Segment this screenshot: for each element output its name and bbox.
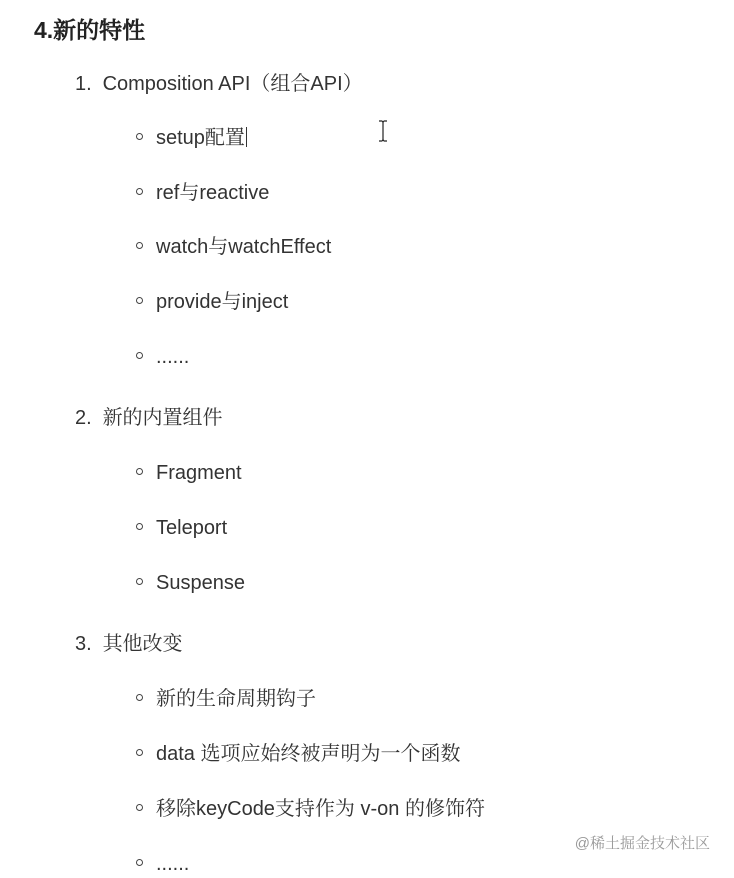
bullet-icon — [136, 804, 143, 811]
list-item-text: Fragment — [156, 462, 242, 484]
list-item-text: ...... — [156, 346, 190, 368]
list-item-text: watch与watchEffect — [156, 236, 332, 258]
section-title: 其他改变 — [102, 633, 183, 655]
section-title: 新的内置组件 — [102, 407, 223, 429]
list-item-text: 新的生命周期钩子 — [156, 688, 316, 710]
list-item-text: Teleport — [156, 517, 228, 539]
list-item-lifecycle-hooks — [136, 685, 316, 713]
watermark: @稀土掘金技术社区 — [574, 835, 710, 852]
section-number: 1. — [75, 73, 92, 95]
text-caret-icon — [246, 127, 247, 147]
section-builtin-components — [75, 404, 223, 432]
bullet-icon — [136, 188, 143, 195]
list-item-suspense — [136, 569, 245, 597]
bullet-icon — [136, 578, 143, 585]
section-other-changes — [75, 630, 183, 658]
list-item-setup — [136, 124, 247, 152]
bullet-icon — [136, 468, 143, 475]
list-item-text: data 选项应始终被声明为一个函数 — [156, 743, 461, 765]
list-item-fragment — [136, 459, 242, 487]
list-item-text: ref与reactive — [156, 182, 270, 204]
list-item-ellipsis — [136, 343, 189, 371]
list-item-data-function — [136, 740, 460, 768]
bullet-icon — [136, 694, 143, 701]
section-composition-api — [75, 70, 363, 98]
section-number: 3. — [75, 633, 92, 655]
section-title: Composition API（组合API） — [102, 73, 363, 95]
list-item-text: ...... — [156, 853, 190, 875]
bullet-icon — [136, 297, 143, 304]
list-item-text: provide与inject — [156, 291, 289, 313]
text-ibeam-cursor-icon — [377, 120, 389, 142]
bullet-icon — [136, 352, 143, 359]
bullet-icon — [136, 749, 143, 756]
list-item-ref-reactive — [136, 179, 269, 207]
bullet-icon — [136, 133, 143, 140]
bullet-icon — [136, 523, 143, 530]
list-item-teleport — [136, 514, 227, 542]
page-title: 4.新的特性 — [34, 17, 146, 43]
bullet-icon — [136, 859, 143, 866]
list-item-remove-keycode — [136, 795, 485, 823]
bullet-icon — [136, 242, 143, 249]
list-item-watch — [136, 233, 331, 261]
list-item-provide-inject — [136, 288, 288, 316]
list-item-text: 移除keyCode支持作为 v-on 的修饰符 — [156, 798, 485, 820]
list-item-ellipsis — [136, 850, 189, 878]
list-item-text: setup配置 — [156, 127, 245, 149]
list-item-text: Suspense — [156, 572, 245, 594]
section-number: 2. — [75, 407, 92, 429]
